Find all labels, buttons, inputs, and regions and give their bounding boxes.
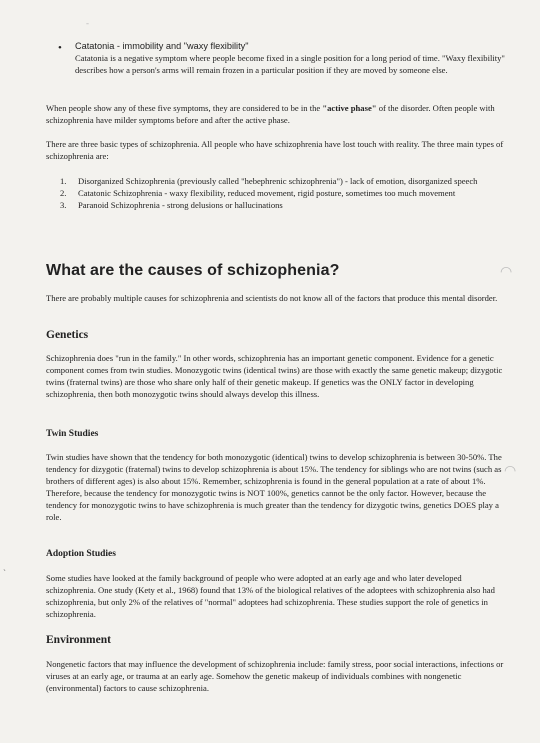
types-list <box>56 176 506 212</box>
environment-heading: Environment <box>46 634 111 646</box>
scan-speck: - <box>86 18 89 28</box>
catatonia-text: Catatonia is a negative symptom where people become fixed in a single position for a long period of time. "Waxy flexibility" describes how a person's arms will remain frozen in a particular position if they are moved by someone else. <box>75 53 505 75</box>
active-phase-pre: When people show any of these five symptoms, they are considered to be in the <box>46 103 323 113</box>
active-phase-bold: "active phase" <box>322 103 377 113</box>
active-phase-post: of the disorder. Often people with schizophrenia have milder symptoms before and after the active phase. <box>46 103 495 125</box>
list-item: 2. Catatonic Schizophrenia - waxy flexibility, reduced movement, rigid posture, sometimes too much movement <box>60 188 456 198</box>
genetics-paragraph: Schizophrenia does "run in the family." In other words, schizophrenia has an important genetic component. Evidence for a genetic component comes from twin studies. Monozygotic twins (identical twins) are those with exactly the same genetic makeup; dizygotic twins (fraternal twins) are those who share only half of their genetic makeup. If genetics was the ONLY factor in developing schizophrenia, then both monozygotic twins should always develop this illness. <box>46 353 503 399</box>
list-item: 1. Disorganized Schizophrenia (previously called "hebephrenic schizophrenia") - lack of emotion, disorganized speech <box>60 176 478 186</box>
twin-studies-paragraph: Twin studies have shown that the tendency for both monozygotic (identical) twins to develop schizophrenia is between 30-50%. The tendency for dizygotic (fraternal) twins to develop schizophrenia is about 15%. The tendency for siblings who are not twins (such as brothers of different ages) is also about 15%. Remember, schizophrenia is found in the general population at a rate of about 1%. Therefore, because the tendency for monozygotic twins is NOT 100%, genetics cannot be the only factor. However, because the tendency for monozygotic twins to have schizophrenia is much greater than the tendency for dizygotic twins, genetics DOES play a role. <box>46 452 502 522</box>
bullet-dot: • <box>58 42 62 54</box>
catatonia-title: Catatonia - immobility and "waxy flexibility" <box>75 41 249 51</box>
types-intro-paragraph: There are three basic types of schizophrenia. All people who have schizophrenia have lost touch with reality. The three main types of schizophrenia are: <box>46 139 504 161</box>
list-item: 3. Paranoid Schizophrenia - strong delusions or hallucinations <box>60 200 283 210</box>
catatonia-bullet <box>58 40 508 76</box>
scan-mark: ◠ <box>500 265 513 280</box>
active-phase-paragraph <box>46 102 506 126</box>
genetics-heading: Genetics <box>46 329 89 341</box>
scan-mark: ◠ <box>504 464 517 479</box>
scan-speck: ` <box>3 568 6 578</box>
environment-paragraph: Nongenetic factors that may influence the development of schizophrenia include: family stress, poor social interactions, infections or viruses at an early age, or trauma at an early age. Somehow the genetic makeup of individuals combines with nongenetic (environmental) factors to cause schizophrenia. <box>46 659 504 693</box>
adoption-studies-heading: Adoption Studies <box>46 549 116 559</box>
causes-heading: What are the causes of schizophenia? <box>46 262 340 279</box>
twin-studies-heading: Twin Studies <box>46 429 99 439</box>
adoption-studies-paragraph: Some studies have looked at the family background of people who were adopted at an early age and who later developed schizophrenia. One study (Kety et al., 1968) found that 13% of the biological relatives of the adoptees with schizophrenia also had schizophrenia, but only 2% of the relatives of "normal" adoptees had schizophrenia. These studies support the role of genetics in schizophrenia. <box>46 573 495 619</box>
causes-intro-paragraph: There are probably multiple causes for schizophrenia and scientists do not know all of the factors that produce this mental disorder. <box>46 293 498 303</box>
